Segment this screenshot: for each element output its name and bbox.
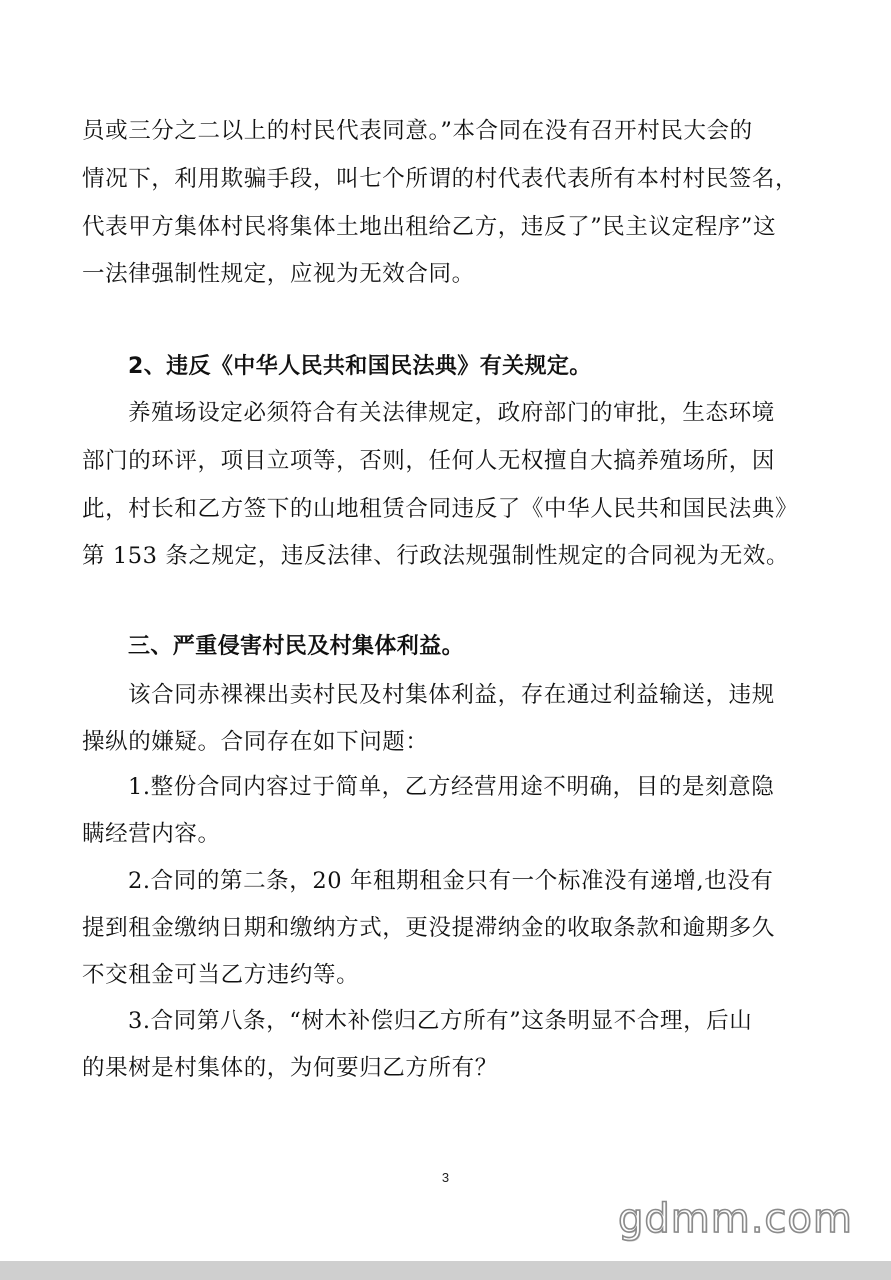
item-1-line-1: 1.整份合同内容过于简单，乙方经营用途不明确，目的是刻意隐	[128, 774, 775, 800]
paragraph-1-line-2: 情况下，利用欺骗手段，叫七个所谓的村代表代表所有本村村民签名，	[82, 166, 799, 192]
item-3-line-1: 3.合同第八条，“树木补偿归乙方所有”这条明显不合理，后山	[128, 1008, 753, 1034]
section-2-line-3: 此，村长和乙方签下的山地租赁合同违反了《中华人民共和国民法典》	[82, 496, 799, 522]
bottom-edge	[0, 1261, 891, 1280]
section-2-line-2: 部门的环评，项目立项等，否则，任何人无权擅自大搞养殖场所，因	[82, 448, 776, 474]
section-3-intro-line-2: 操纵的嫌疑。合同存在如下问题：	[82, 729, 429, 755]
item-2-line-3: 不交租金可当乙方违约等。	[82, 962, 360, 988]
item-3-line-2: 的果树是村集体的，为何要归乙方所有？	[82, 1055, 498, 1081]
item-2-line-1: 2.合同的第二条，20 年租期租金只有一个标准没有递增,也没有	[128, 868, 774, 894]
paragraph-1-line-4: 一法律强制性规定，应视为无效合同。	[82, 261, 475, 287]
item-1-line-2: 瞒经营内容。	[82, 821, 221, 847]
section-2-line-4: 第 153 条之规定，违反法律、行政法规强制性规定的合同视为无效。	[82, 543, 790, 569]
item-2-line-2: 提到租金缴纳日期和缴纳方式，更没提滞纳金的收取条款和逾期多久	[82, 915, 776, 941]
section-3-heading: 三、严重侵害村民及村集体利益。	[128, 634, 465, 659]
paragraph-1-line-3: 代表甲方集体村民将集体土地出租给乙方，违反了”民主议定程序”这	[82, 214, 777, 240]
paragraph-1-line-1: 员或三分之二以上的村民代表同意。”本合同在没有召开村民大会的	[82, 118, 753, 144]
section-3-intro-line-1: 该合同赤裸裸出卖村民及村集体利益，存在通过利益输送，违规	[128, 682, 775, 708]
section-2-line-1: 养殖场设定必须符合有关法律规定，政府部门的审批，生态环境	[128, 400, 775, 426]
watermark-logo: gdmm.com	[618, 1196, 853, 1242]
page-number: 3	[441, 1170, 450, 1185]
section-2-heading: 2、违反《中华人民共和国民法典》有关规定。	[128, 354, 592, 379]
